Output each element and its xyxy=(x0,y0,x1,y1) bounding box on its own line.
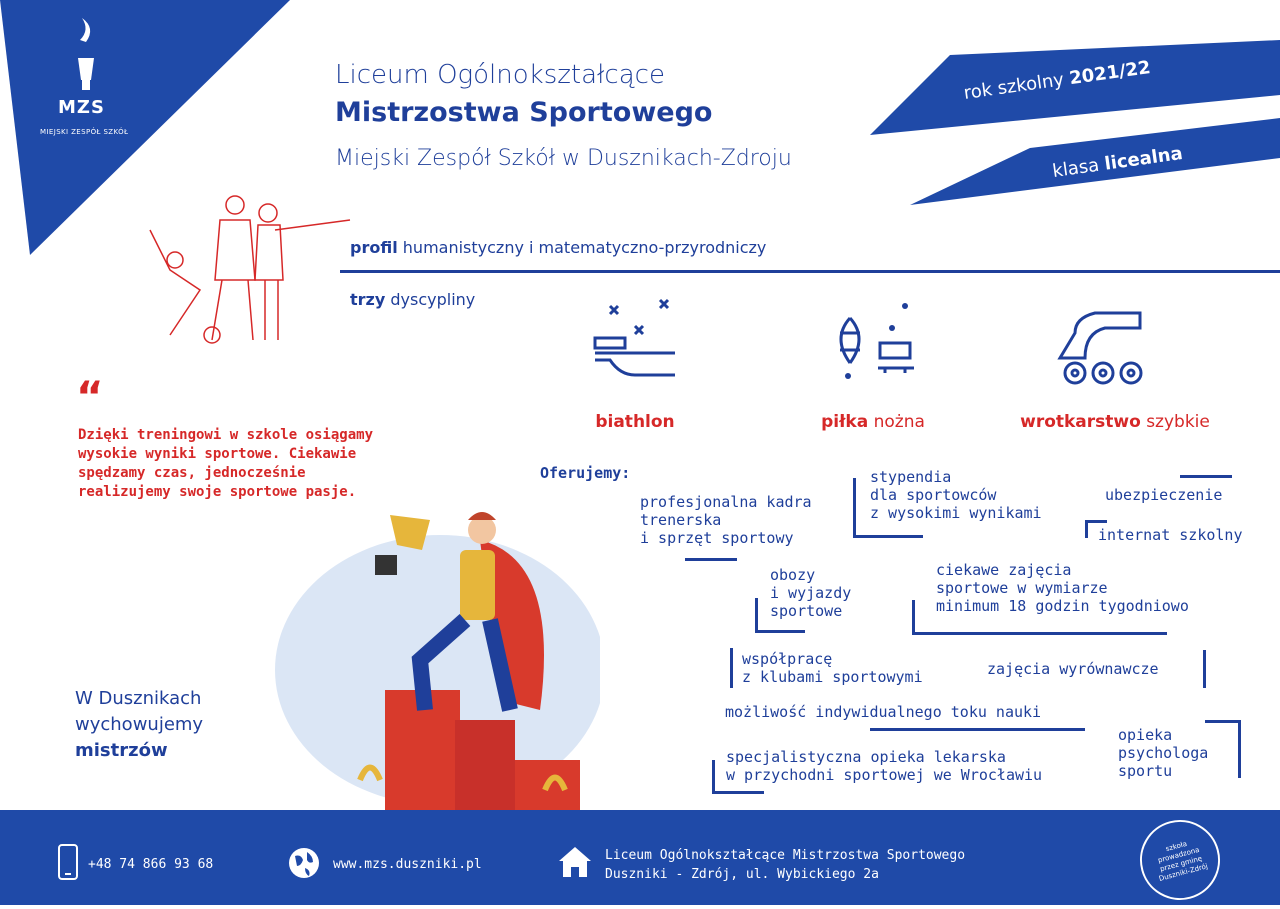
profile-line: profil humanistyczny i matematyczno-przyrodniczy xyxy=(350,238,767,257)
municipality-stamp: szkoła prowadzona przez gminę Duszniki-Zdrój xyxy=(1131,811,1229,909)
biathlon-icon xyxy=(590,298,685,388)
discipline-rollerskating: wrotkarstwo szybkie xyxy=(1020,412,1210,432)
discipline-football: piłka nożna xyxy=(821,412,925,432)
rollerskate-icon xyxy=(1055,298,1165,388)
footer-address-line1: Liceum Ogólnokształcące Mistrzostwa Sportowego xyxy=(605,848,966,863)
offer-training-hours: ciekawe zajęcia sportowe w wymiarze minimum 18 godzin tygodniowo xyxy=(936,561,1189,615)
offer-coaching: profesjonalna kadra trenerska i sprzęt sportowy xyxy=(640,493,812,547)
school-year: rok szkolny 2021/22 xyxy=(962,56,1152,105)
offer-dormitory: internat szkolny xyxy=(1098,526,1243,544)
offer-clubs: współpracę z klubami sportowymi xyxy=(742,650,923,686)
offer-extra-classes: zajęcia wyrównawcze xyxy=(987,660,1159,678)
football-icon xyxy=(830,298,920,383)
footer-website[interactable]: www.mzs.duszniki.pl xyxy=(333,857,482,872)
footer-phone[interactable]: +48 74 866 93 68 xyxy=(88,857,214,872)
globe-icon xyxy=(287,846,321,880)
offer-title: Oferujemy: xyxy=(540,464,631,482)
offer-psychologist: opieka psychologa sportu xyxy=(1118,726,1209,780)
offer-individual-path: możliwość indywidualnego toku nauki xyxy=(725,703,1042,721)
title-line2: Mistrzostwa Sportowego xyxy=(335,97,713,128)
student-quote: Dzięki treningowi w szkole osiągamy wysokie wyniki sportowe. Ciekawie spędzamy czas, jednocześnie realizujemy swoje sportowe pasje. xyxy=(78,427,374,500)
footer-address-line2: Duszniki - Zdrój, ul. Wybickiego 2a xyxy=(605,867,879,882)
ribbons xyxy=(870,40,1280,210)
offer-scholarships: stypendia dla sportowców z wysokimi wynikami xyxy=(870,468,1042,522)
quote-mark: “ xyxy=(76,372,104,421)
offer-camps: obozy i wyjazdy sportowe xyxy=(770,566,852,620)
offer-medical-care: specjalistyczna opieka lekarska w przychodni sportowej we Wrocławiu xyxy=(726,748,1043,784)
disciplines-header: trzy dyscypliny xyxy=(350,290,476,309)
home-icon xyxy=(557,845,593,879)
title-line1: Liceum Ogólnokształcące xyxy=(335,60,665,90)
offer-insurance: ubezpieczenie xyxy=(1105,486,1223,504)
logo-abbr: MZS xyxy=(58,97,105,118)
champion-illustration xyxy=(270,500,600,810)
profile-divider xyxy=(340,270,1280,273)
class-type: klasa licealna xyxy=(1051,142,1184,183)
motto: W Dusznikach wychowujemy mistrzów xyxy=(75,688,204,761)
athletes-illustration xyxy=(140,185,355,350)
phone-icon xyxy=(57,843,79,881)
logo-subtitle: MIEJSKI ZESPÓŁ SZKÓŁ xyxy=(40,128,129,136)
title-line3: Miejski Zespół Szkół w Dusznikach-Zdroju xyxy=(335,146,792,171)
discipline-biathlon: biathlon xyxy=(595,412,675,432)
